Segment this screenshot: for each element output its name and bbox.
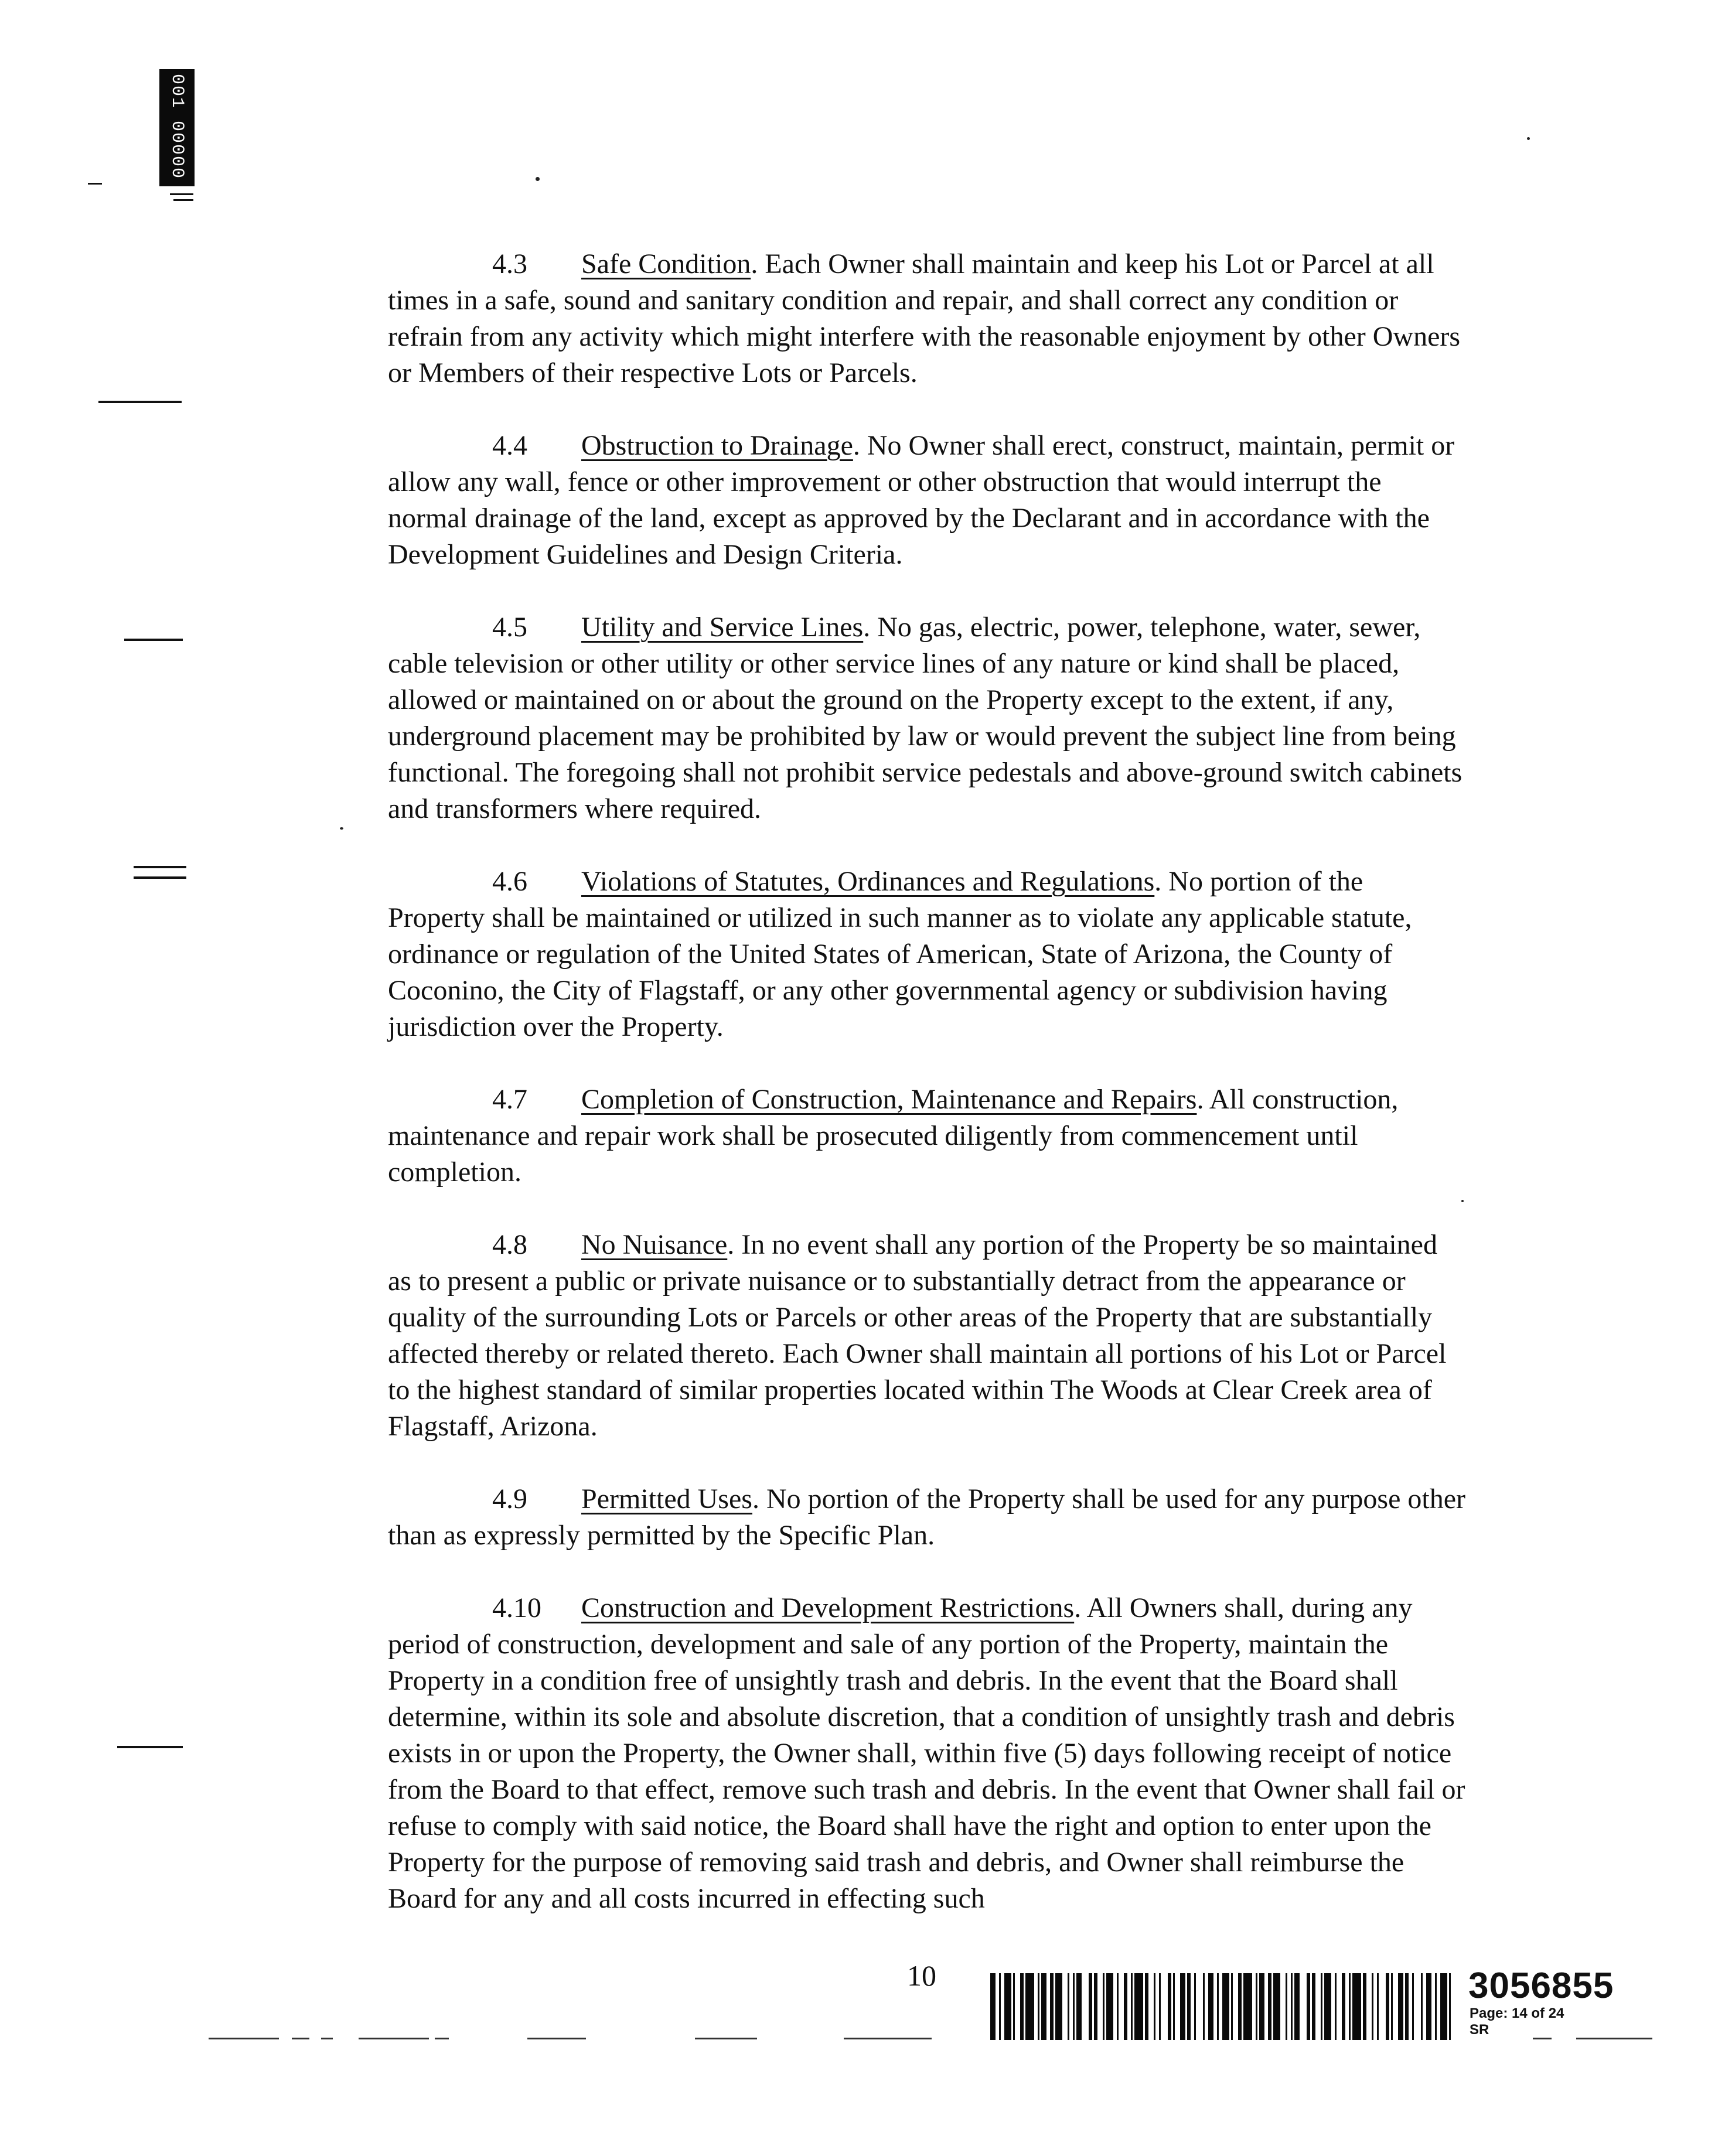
footer-dash — [209, 2038, 279, 2039]
section-text: . All Owners shall, during any period of construction, development and sale of any portion of the Property, maintain the Property in a condition free of unsightly trash and debris. In the event that the Board shall determine, within its sole and absolute discretion, that a condition of unsightly trash and debris exists in or upon the Property, the Owner shall, within five (5) days following receipt of notice from the Board to that effect, remove such trash and debris. In the event that Owner shall fail or refuse to comply with said notice, the Board shall have the right and option to enter upon the Property for the purpose of removing said trash and debris, and Owner shall reimburse the Board for any and all costs incurred in effecting such — [388, 1592, 1465, 1914]
section-number: 4.4 — [492, 430, 527, 461]
section-number: 4.10 — [492, 1592, 541, 1623]
scan-speck — [536, 177, 540, 181]
section-title: Safe Condition — [581, 248, 751, 279]
section-number: 4.9 — [492, 1483, 527, 1514]
margin-mark — [98, 401, 182, 403]
barcode — [990, 1973, 1456, 2040]
section-text: . No portion of the Property shall be used for any purpose other than as expressly permitted by the Specific Plan. — [388, 1483, 1466, 1551]
margin-mark — [134, 876, 186, 879]
margin-mark — [124, 639, 183, 641]
margin-mark — [117, 1746, 183, 1748]
section-text: . No Owner shall erect, construct, maintain, permit or allow any wall, fence or other improvement or other obstruction that would interrupt the normal drainage of the land, except as approved by the Declarant and in accordance with the Development Guidelines and Design Criteria. — [388, 430, 1455, 570]
recording-number: 3056855 — [1468, 1966, 1614, 2006]
section-4-7 — [388, 1082, 1466, 1190]
section-title: Obstruction to Drainage — [581, 430, 853, 461]
section-text: . Each Owner shall maintain and keep his Lot or Parcel at all times in a safe, sound and sanitary condition and repair, and shall correct any condition or refrain from any activity which might interfere with the reasonable enjoyment by other Owners or Members of their respective Lots or Parcels. — [388, 248, 1461, 388]
footer-dash — [1533, 2038, 1552, 2039]
section-title: Construction and Development Restrictions — [581, 1592, 1075, 1623]
page-number: 10 — [907, 1959, 936, 1992]
page-count: Page: 14 of 24 — [1470, 2005, 1564, 2021]
footer-dash — [321, 2038, 333, 2039]
section-4-9 — [388, 1481, 1466, 1554]
section-title: Utility and Service Lines — [581, 612, 864, 643]
section-number: 4.5 — [492, 612, 527, 643]
footer-dash — [844, 2038, 932, 2039]
section-number: 4.3 — [492, 248, 527, 279]
footer-dash — [695, 2038, 757, 2039]
margin-mark — [134, 866, 186, 868]
footer-dash — [359, 2038, 429, 2039]
section-4-6 — [388, 864, 1466, 1045]
section-number: 4.6 — [492, 866, 527, 897]
scan-speck — [1527, 137, 1530, 140]
footer-dash — [1576, 2038, 1652, 2039]
tab-tick-mark — [170, 193, 193, 195]
section-title: No Nuisance — [581, 1229, 728, 1260]
section-4-5 — [388, 609, 1466, 827]
section-title: Violations of Statutes, Ordinances and Regulations — [581, 866, 1155, 897]
section-text: . All construction, maintenance and repair work shall be prosecuted diligently from commencement until completion. — [388, 1084, 1399, 1188]
section-text: . No portion of the Property shall be maintained or utilized in such manner as to violate any applicable statute, ordinance or regulation of the United States of American, State of Arizona, the County of Coconino, the City of Flagstaff, or any other governmental agency or subdivision having jurisdiction over the Property. — [388, 866, 1412, 1042]
section-title: Completion of Construction, Maintenance and Repairs — [581, 1084, 1197, 1115]
scan-index-tab — [159, 69, 195, 186]
document-body — [388, 246, 1466, 1917]
section-text: . In no event shall any portion of the Property be so maintained as to present a public or private nuisance or to substantially detract from the appearance or quality of the surrounding Lots or Parcels or other areas of the Property that are substantially affected thereby or related thereto. Each Owner shall maintain all portions of his Lot or Parcel to the highest standard of similar properties located within The Woods at Clear Creek area of Flagstaff, Arizona. — [388, 1229, 1447, 1442]
section-number: 4.8 — [492, 1229, 527, 1260]
section-4-4 — [388, 428, 1466, 573]
footer-dash — [435, 2038, 449, 2039]
scan-index-number: 001 00000 — [167, 74, 187, 180]
scan-speck — [340, 827, 343, 830]
section-title: Permitted Uses — [581, 1483, 752, 1514]
stamp-code: SR — [1470, 2022, 1489, 2038]
tab-tick-mark — [88, 183, 102, 185]
footer-dash — [527, 2038, 586, 2039]
section-number: 4.7 — [492, 1084, 527, 1115]
section-4-3 — [388, 246, 1466, 391]
tab-tick-mark — [173, 199, 193, 201]
section-text: . No gas, electric, power, telephone, water, sewer, cable television or other utility or other service lines of any nature or kind shall be placed, allowed or maintained on or about the ground on the Property except to the extent, if any, underground placement may be prohibited by law or would prevent the subject line from being functional. The foregoing shall not prohibit service pedestals and above-ground switch cabinets and transformers where required. — [388, 612, 1462, 824]
section-4-10 — [388, 1590, 1466, 1917]
footer-dash — [292, 2038, 309, 2039]
section-4-8 — [388, 1227, 1466, 1445]
